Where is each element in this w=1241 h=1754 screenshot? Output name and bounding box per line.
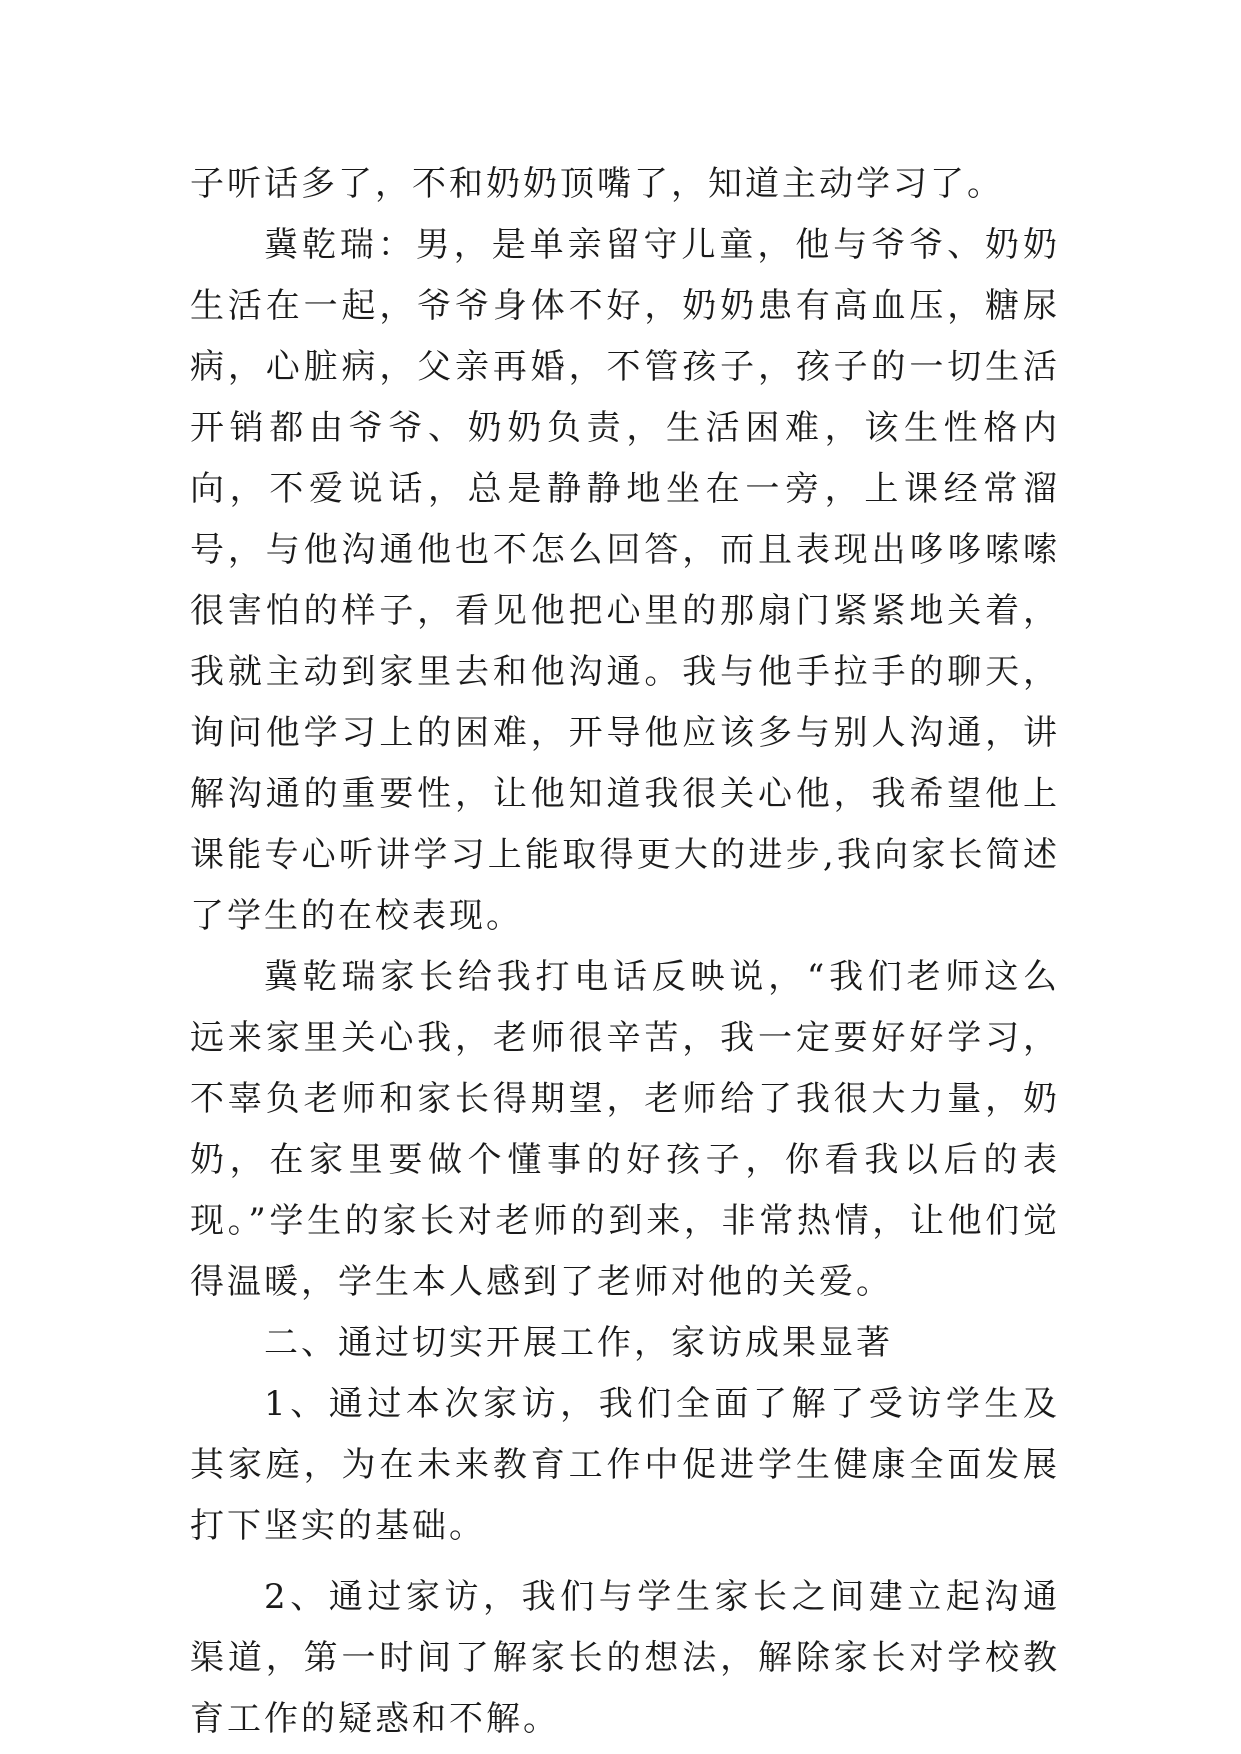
section-heading: 二、通过切实开展工作，家访成果显著	[264, 1323, 893, 1363]
list-item-2: 2、通过家访，我们与学生家长之间建立起沟通渠道，第一时间了解家长的想法，解除家长对学校教育工作的疑惑和不解。	[190, 1577, 1060, 1739]
paragraph-parent-feedback: 冀乾瑞家长给我打电话反映说，“我们老师这么远来家里关心我，老师很辛苦，我一定要好好学习，不辜负老师和家长得期望，老师给了我很大力量，奶奶，在家里要做个懂事的好孩子，你看我以后的表现。”学生的家长对老师的到来，非常热情，让他们觉得温暖，学生本人感到了老师对他的关爱。	[190, 957, 1060, 1302]
paragraph-student-profile: 冀乾瑞：男，是单亲留守儿童，他与爷爷、奶奶生活在一起，爷爷身体不好，奶奶患有高血压，糖尿病，心脏病，父亲再婚，不管孩子，孩子的一切生活开销都由爷爷、奶奶负责，生活困难，该生性格内向，不爱说话，总是静静地坐在一旁，上课经常溜号，与他沟通他也不怎么回答，而且表现出哆哆嗦嗦很害怕的样子，看见他把心里的那扇门紧紧地关着，我就主动到家里去和他沟通。我与他手拉手的聊天，询问他学习上的困难，开导他应该多与别人沟通，讲解沟通的重要性，让他知道我很关心他，我希望他上课能专心听讲学习上能取得更大的进步,我向家长简述了学生的在校表现。	[190, 225, 1060, 936]
document-body	[190, 154, 1060, 1750]
paragraph-continuation: 子听话多了，不和奶奶顶嘴了，知道主动学习了。	[190, 164, 1004, 204]
list-item-1: 1、通过本次家访，我们全面了解了受访学生及其家庭，为在未来教育工作中促进学生健康全面发展打下坚实的基础。	[190, 1384, 1060, 1546]
